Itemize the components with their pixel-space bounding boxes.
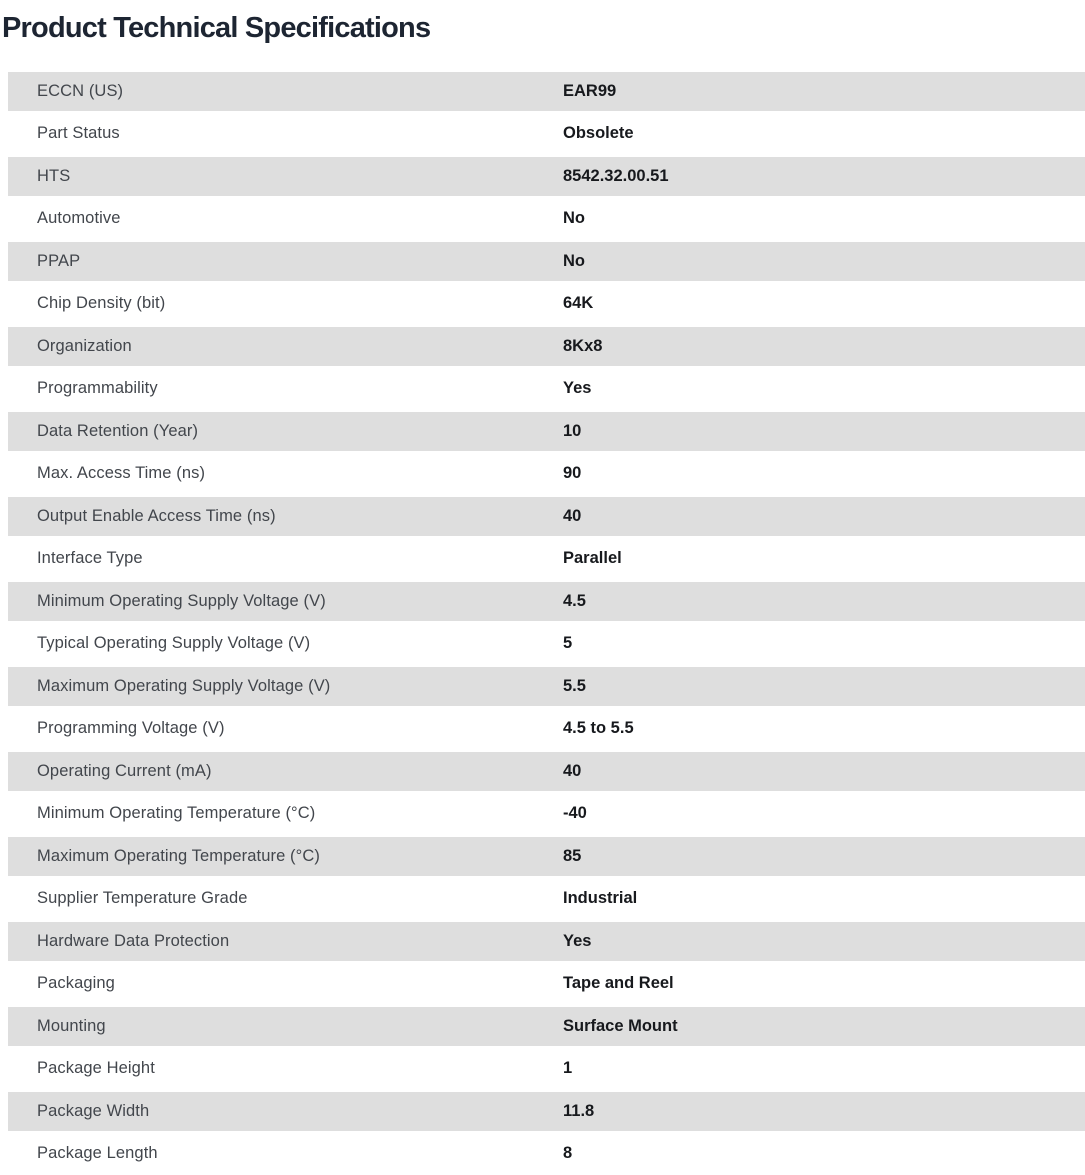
spec-value: Yes — [563, 379, 592, 398]
spec-label: Typical Operating Supply Voltage (V) — [37, 634, 311, 653]
spec-value: Parallel — [563, 549, 622, 568]
spec-value: 5 — [563, 634, 573, 653]
spec-label: Minimum Operating Temperature (°C) — [37, 804, 316, 823]
spec-label: PPAP — [37, 251, 81, 270]
table-row — [8, 155, 1085, 198]
spec-label: Maximum Operating Supply Voltage (V) — [37, 676, 331, 695]
spec-label: Part Status — [37, 124, 120, 143]
spec-value: 4.5 to 5.5 — [563, 719, 634, 738]
table-row — [8, 283, 1085, 326]
table-row — [8, 538, 1085, 581]
spec-table — [8, 70, 1085, 1175]
spec-value: 8542.32.00.51 — [563, 166, 669, 185]
spec-value: 40 — [563, 506, 582, 525]
table-row — [8, 113, 1085, 156]
table-row — [8, 1133, 1085, 1175]
table-row — [8, 198, 1085, 241]
spec-value: No — [563, 209, 585, 228]
spec-label: Package Length — [37, 1144, 158, 1163]
spec-label: Mounting — [37, 1016, 106, 1035]
spec-value: EAR99 — [563, 81, 617, 100]
spec-value: -40 — [563, 804, 587, 823]
table-row — [8, 453, 1085, 496]
spec-value: Tape and Reel — [563, 974, 674, 993]
spec-label: Packaging — [37, 974, 115, 993]
table-row — [8, 878, 1085, 921]
table-row — [8, 1090, 1085, 1133]
table-row — [8, 793, 1085, 836]
table-row — [8, 1005, 1085, 1048]
spec-value: Obsolete — [563, 124, 634, 143]
table-row — [8, 920, 1085, 963]
spec-label: Package Height — [37, 1059, 155, 1078]
spec-label: Data Retention (Year) — [37, 421, 199, 440]
spec-value: 85 — [563, 846, 582, 865]
spec-label: Automotive — [37, 209, 121, 228]
spec-label: ECCN (US) — [37, 81, 124, 100]
table-row — [8, 708, 1085, 751]
spec-label: HTS — [37, 166, 71, 185]
spec-label: Programmability — [37, 379, 158, 398]
spec-label: Organization — [37, 336, 132, 355]
table-row — [8, 325, 1085, 368]
spec-value: 64K — [563, 294, 594, 313]
table-row — [8, 665, 1085, 708]
spec-value: No — [563, 251, 585, 270]
spec-label: Operating Current (mA) — [37, 761, 212, 780]
table-row — [8, 495, 1085, 538]
spec-value: 40 — [563, 761, 582, 780]
spec-label: Chip Density (bit) — [37, 294, 166, 313]
spec-value: Surface Mount — [563, 1016, 678, 1035]
spec-label: Hardware Data Protection — [37, 931, 230, 950]
table-row — [8, 70, 1085, 113]
spec-value: 1 — [563, 1059, 573, 1078]
spec-value: 10 — [563, 421, 582, 440]
page-title: Product Technical Specifications — [2, 12, 431, 44]
spec-value: 11.8 — [563, 1101, 595, 1120]
spec-label: Interface Type — [37, 549, 143, 568]
table-row — [8, 410, 1085, 453]
spec-value: 5.5 — [563, 676, 586, 695]
table-row — [8, 623, 1085, 666]
spec-value: 90 — [563, 464, 582, 483]
spec-value: Yes — [563, 931, 592, 950]
spec-label: Package Width — [37, 1101, 150, 1120]
spec-label: Output Enable Access Time (ns) — [37, 506, 276, 525]
spec-value: 4.5 — [563, 591, 586, 610]
table-row — [8, 963, 1085, 1006]
spec-label: Supplier Temperature Grade — [37, 889, 248, 908]
table-row — [8, 750, 1085, 793]
spec-value: 8Kx8 — [563, 336, 603, 355]
table-row — [8, 368, 1085, 411]
spec-value: Industrial — [563, 889, 638, 908]
spec-value: 8 — [563, 1144, 573, 1163]
spec-label: Programming Voltage (V) — [37, 719, 225, 738]
spec-label: Minimum Operating Supply Voltage (V) — [37, 591, 326, 610]
table-row — [8, 1048, 1085, 1091]
spec-label: Max. Access Time (ns) — [37, 464, 206, 483]
table-row — [8, 835, 1085, 878]
table-row — [8, 240, 1085, 283]
spec-label: Maximum Operating Temperature (°C) — [37, 846, 320, 865]
table-row — [8, 580, 1085, 623]
